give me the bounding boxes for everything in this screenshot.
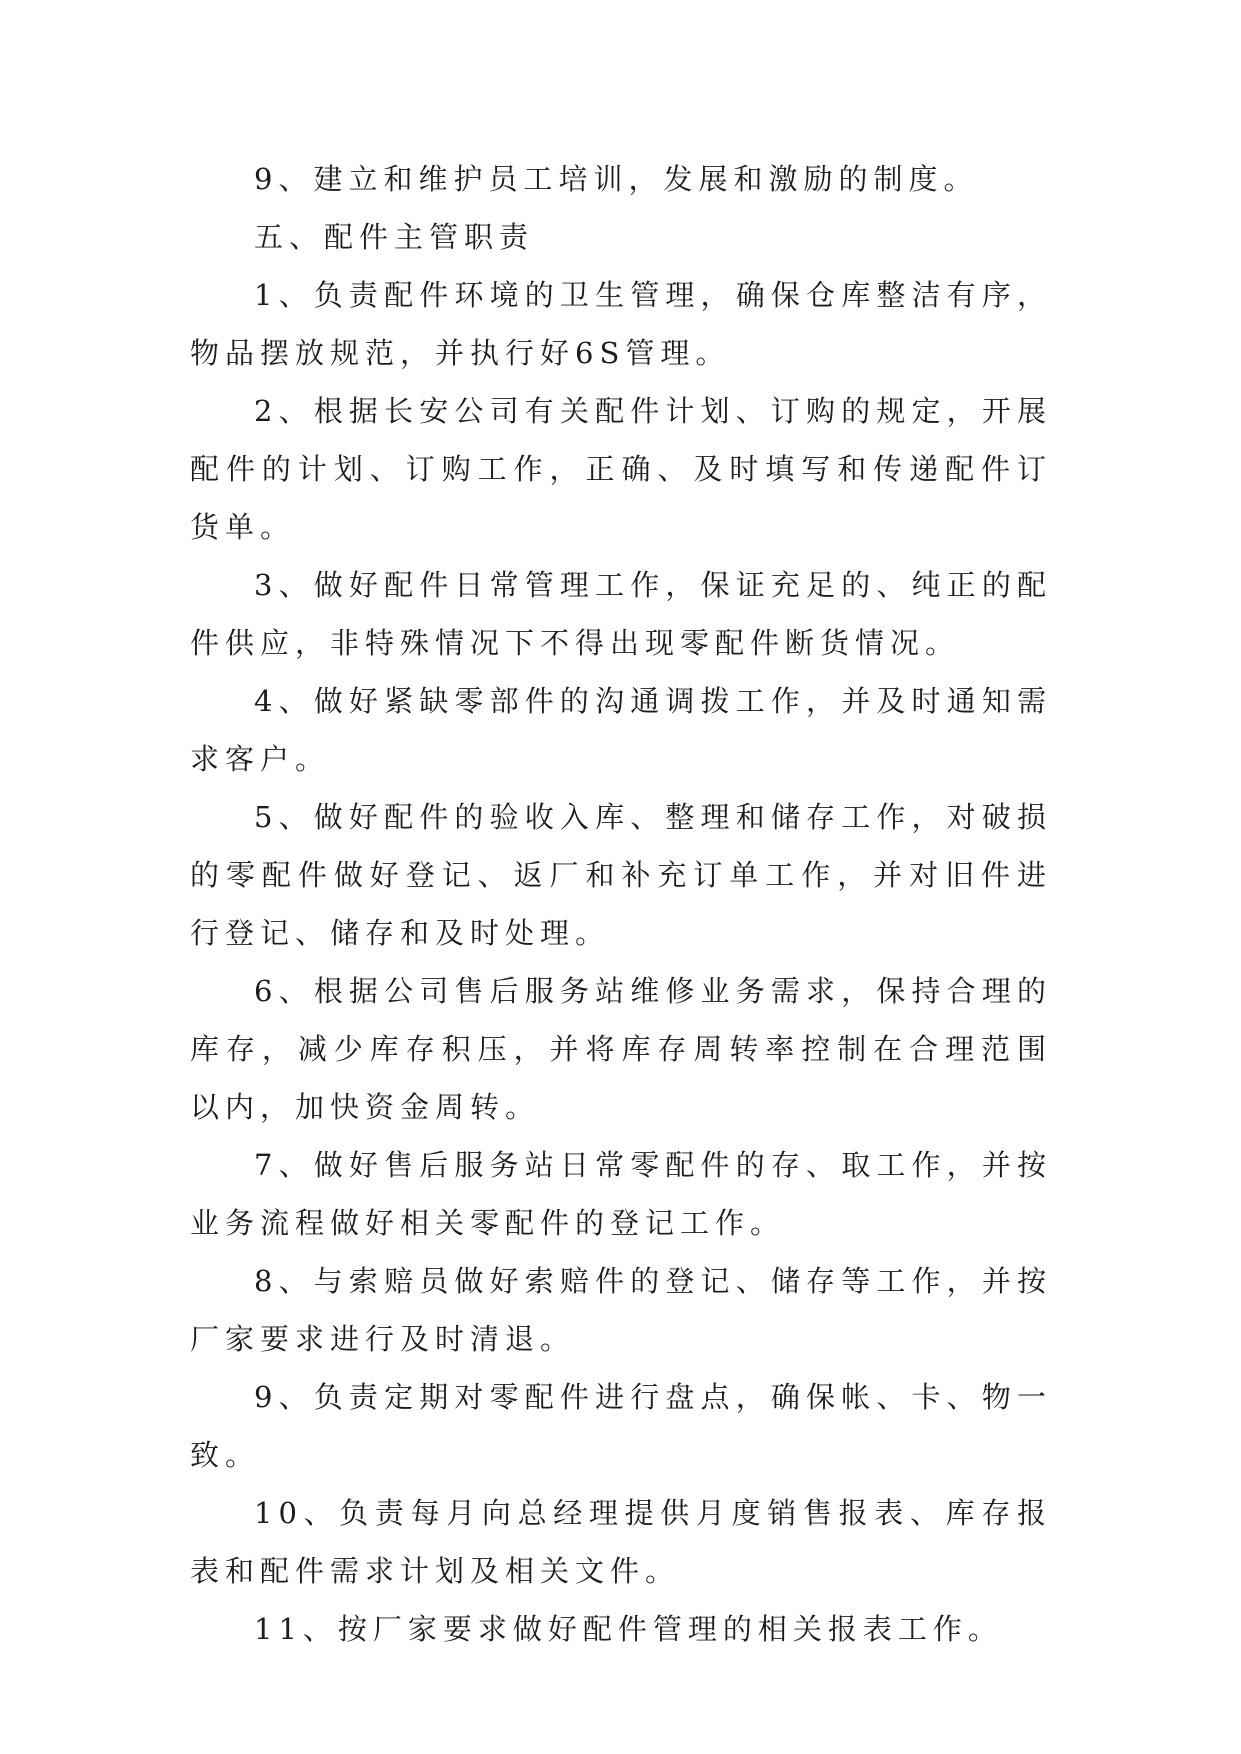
paragraph-item-2: 2、根据长安公司有关配件计划、订购的规定，开展配件的计划、订购工作，正确、及时填写和传递配件订货单。 [190,394,1052,544]
paragraph-item-6: 6、根据公司售后服务站维修业务需求，保持合理的库存，减少库存积压，并将库存周转率控制在合理范围以内，加快资金周转。 [190,974,1052,1124]
paragraph-item-3: 3、做好配件日常管理工作，保证充足的、纯正的配件供应，非特殊情况下不得出现零配件断货情况。 [190,568,1052,660]
paragraph-item-5: 5、做好配件的验收入库、整理和储存工作，对破损的零配件做好登记、返厂和补充订单工作，并对旧件进行登记、储存和及时处理。 [190,800,1052,950]
paragraph-item-1: 1、负责配件环境的卫生管理，确保仓库整洁有序，物品摆放规范，并执行好6S管理。 [190,278,1052,370]
paragraph-item-9: 9、负责定期对零配件进行盘点，确保帐、卡、物一致。 [190,1380,1052,1472]
paragraph-item-10: 10、负责每月向总经理提供月度销售报表、库存报表和配件需求计划及相关文件。 [190,1496,1052,1588]
document-body [190,150,1052,1658]
paragraph-item-11: 11、按厂家要求做好配件管理的相关报表工作。 [254,1612,1003,1646]
paragraph-item-4: 4、做好紧缺零部件的沟通调拨工作，并及时通知需求客户。 [190,684,1052,776]
paragraph-item-7: 7、做好售后服务站日常零配件的存、取工作，并按业务流程做好相关零配件的登记工作。 [190,1148,1052,1240]
paragraph-item-8: 8、与索赔员做好索赔件的登记、储存等工作，并按厂家要求进行及时清退。 [190,1264,1052,1356]
paragraph-item-9-training: 9、建立和维护员工培训，发展和激励的制度。 [254,162,979,196]
section-heading-parts-supervisor: 五、配件主管职责 [254,220,535,254]
